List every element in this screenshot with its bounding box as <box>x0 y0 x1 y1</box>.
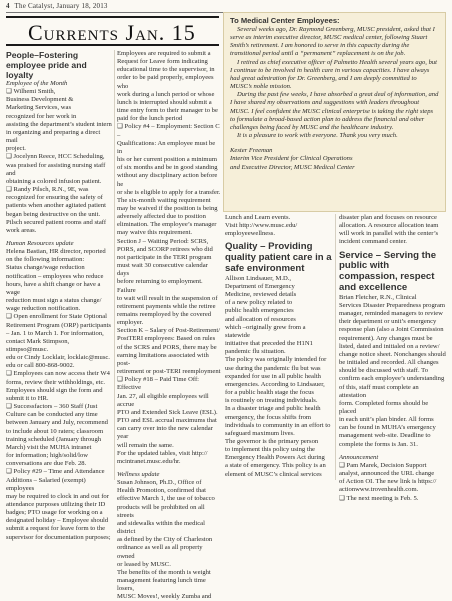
text-line: Services Disaster Preparedness program <box>339 301 446 309</box>
text-line: Request for Leave form indicating <box>117 58 208 66</box>
quality-continuation <box>339 214 447 247</box>
text-line: Allison Lindsauer, M.D., <box>225 274 292 282</box>
text-line: ❑ Pam Marek, Decision Support <box>339 461 427 469</box>
text-line: or she is eligible to apply for a transfer. <box>117 188 221 196</box>
text-line: of a new policy related to <box>225 299 293 307</box>
text-line: ❑ Jocelynn Reece, HCC Scheduling, <box>6 153 105 161</box>
text-line: reduction must sign a status change/ <box>6 297 102 305</box>
text-line: Pilsch secured patient rooms and staff <box>6 218 107 226</box>
text-line: employer. <box>117 319 144 327</box>
text-line: attendance purposes utilizing their ID <box>6 500 106 508</box>
text-line: educational time to the supervisor, in <box>117 66 215 74</box>
text-line: project. <box>6 145 26 153</box>
text-line: should be discussed with staff. To <box>339 367 429 375</box>
text-line: Employees are required to submit a <box>117 50 211 57</box>
text-line: PORS, and SCORP retirees who did <box>117 245 213 253</box>
text-line: will remain the same. <box>117 441 174 449</box>
text-line: conversations are due Feb. 28. <box>6 460 87 468</box>
text-line: incident command center. <box>339 238 407 246</box>
text-line: or leased by MUSC. <box>117 560 171 568</box>
text-line: The benefits of the month is weight <box>117 568 211 576</box>
text-line: order to be paid properly, employees who <box>117 74 214 90</box>
text-line: Business Development & <box>6 96 74 104</box>
text-line: use during the pandemic flu but was <box>225 364 321 372</box>
text-line: emergency, the focus shifts from <box>225 413 312 421</box>
text-line: recognized for her work in <box>6 112 77 120</box>
text-line: hours, have a shift change or have a wage <box>6 280 101 296</box>
text-line: and allocation of resources <box>225 315 296 323</box>
text-line: supervisor for documentation purposes; <box>6 533 111 541</box>
text-line: be initialed and recorded. All changes <box>339 359 439 367</box>
text-line: Department of Emergency <box>225 283 295 291</box>
text-line: employeewellness. <box>225 230 275 238</box>
text-line: their department or unit’s emergency <box>339 318 437 326</box>
text-line: Visit http://www.musc.edu/ <box>225 222 298 230</box>
text-line: PTO and ESL accrual maximums that <box>117 417 217 425</box>
text-line: safeguard maximum lives. <box>225 429 295 437</box>
banner-title: Currents Jan. 15 <box>28 20 196 45</box>
text-line: Emergency Health Powers Act during <box>225 454 325 462</box>
text-line: ❑ Successfactors – 360 Staff (Just <box>6 403 98 411</box>
text-line: can carry over into the new calendar year <box>117 425 213 441</box>
text-line: ❑ Policy #18 – Paid Time Off: Effective <box>117 376 199 392</box>
text-line: Helena Bastian, HR director, reported <box>6 248 106 256</box>
wellness-continuation <box>225 214 332 238</box>
people-body <box>6 80 112 542</box>
text-line: for information; high/solid/low <box>6 452 89 460</box>
text-line: Susan Johnson, Ph.D., Office of <box>117 479 202 487</box>
text-line: allocation. A resource allocation team <box>339 222 439 230</box>
text-line: Human Resources update <box>6 239 74 247</box>
text-line: in each unit’s plan binder. All forms <box>339 416 434 424</box>
text-line: elimination. The employee’s manager <box>117 221 217 229</box>
text-line: products will be prohibited on all streets <box>117 503 205 519</box>
people-heading: People–Fostering employee pride and loyalty <box>6 50 87 80</box>
letter-paragraph: Several weeks ago, Dr. Raymond Greenberg, MUSC president, asked that I serve as interim executive director, MUSC medical center, following Stuart Smith’s retirement. I am honored to serve in this capacity during the transitional period until a “permanent” replacement is on the job. <box>230 26 435 58</box>
text-line: without any disciplinary action before he <box>117 172 218 188</box>
text-line: initiative that preceded the H1N1 <box>225 340 313 348</box>
text-line: retirement payments while the retiree <box>117 302 216 310</box>
letter-signature-title: and Executive Director, MUSC Medical Center <box>230 163 355 171</box>
text-line: to wait will result in the suspension of <box>117 294 218 302</box>
text-line: response plan (also a Joint Commission <box>339 326 444 334</box>
text-line: public health emergencies <box>225 307 294 315</box>
text-line: The governor is the primary person <box>225 437 319 445</box>
text-line: form. Completed forms should be placed <box>339 399 429 415</box>
text-line: confirm each employee’s understanding <box>339 375 445 383</box>
text-line: In a disaster triage and public health <box>225 405 321 413</box>
text-line: complete the forms is Jan. 31. <box>339 440 418 448</box>
text-line: of this, staff must complete an attestation <box>339 383 419 399</box>
text-line: to implement this policy using the <box>225 446 315 454</box>
text-line: ❑ The next meeting is Feb. 5. <box>339 494 419 502</box>
text-line: between January and July, recommend <box>6 419 108 427</box>
text-line: PostTERI employees: Based on rules <box>117 335 216 343</box>
text-line: submit a request for leave form to the <box>6 525 106 533</box>
text-line: designated holiday – Employee should <box>6 517 109 525</box>
text-line: earning limitations associated with post- <box>117 351 209 367</box>
text-line: disaster plan and focuses on resource <box>339 214 437 221</box>
policies-body <box>117 50 221 601</box>
text-line: requirement). Any changes must be <box>339 334 433 342</box>
publication-date: The Catalyst, January 18, 2013 <box>14 2 108 10</box>
text-line: ❑ Randy Pilsch, R.N., 9E, was <box>6 186 89 194</box>
text-line: edu or call 800-868-9002. <box>6 362 75 370</box>
text-line: effective March 1, the use of tobacco <box>117 495 215 503</box>
text-line: Brian Fletcher, R.N., Clinical <box>339 293 417 301</box>
text-line: Marketing Services, was <box>6 104 72 112</box>
text-line: actionwww.trovenhealth.com. <box>339 486 419 494</box>
text-line: Jan. 27, all eligible employees will accrue <box>117 392 209 408</box>
text-line: paid for the lunch period <box>117 115 183 123</box>
letter-title: To Medical Center Employees: <box>230 16 340 25</box>
text-line: Health Promotion, confirmed that <box>117 487 206 495</box>
text-line: analyst, announced the URL change <box>339 470 435 478</box>
text-line: Announcement <box>339 453 379 461</box>
column-divider <box>114 50 115 480</box>
column-divider <box>335 214 336 480</box>
text-line: for a public health stage the focus <box>225 389 314 397</box>
service-heading: Service – Serving the public with compassion, respect and excellence <box>339 249 437 294</box>
column-people <box>6 50 112 541</box>
page-number: 4 <box>6 2 10 10</box>
text-line: management web-site. Deadline to <box>339 432 431 440</box>
text-line: to include about 10 raters; classroom <box>6 427 104 435</box>
text-line: work areas. <box>6 226 37 234</box>
text-line: Section J – Waiting Period: SCRS, <box>117 237 209 245</box>
text-line: edu or Cindy Locklair, locklaic@musc. <box>6 354 110 362</box>
text-line: submit it to HR. <box>6 394 49 402</box>
text-line: management featuring lunch time losers, <box>117 577 206 593</box>
text-line: patients when another agitated patient <box>6 202 106 210</box>
text-line: recognized for ensuring the safety of <box>6 194 103 202</box>
text-line: ❑ Policy #29 – Time and Attendance <box>6 468 105 476</box>
text-line: time entry form to their manager to be <box>117 107 218 115</box>
service-body <box>339 294 447 503</box>
text-line: a state of emergency. This policy is an <box>225 462 326 470</box>
running-header <box>6 2 108 10</box>
text-line: will work in parallel with the center’s <box>339 230 439 238</box>
quality-heading: Quality – Providing quality patient care in a safe environment <box>225 241 332 275</box>
text-line: listed, dated and initialed on a review/ <box>339 342 440 350</box>
text-line: Medicine, reviewed details <box>225 291 297 299</box>
text-line: Status change/wage reduction <box>6 264 85 272</box>
text-line: ordinance as well as all property owned <box>117 544 203 560</box>
text-line: may be required to clock in and out for <box>6 492 109 500</box>
text-line: MUSC Moves!, weekly Zumba and <box>117 593 212 601</box>
text-line: and sidewalks within the medical district <box>117 519 205 536</box>
text-line: lunch is interrupted should submit a <box>117 98 212 106</box>
column-quality <box>225 214 332 480</box>
text-line: of six months and be in good standing <box>117 164 218 172</box>
text-line: can be found in MUHA’s emergency <box>339 424 436 432</box>
text-line: his or her current position a minimum <box>117 156 217 164</box>
text-line: of Action OI. The new link is https:// <box>339 478 437 486</box>
text-line: retirement or post-TERI reemployment <box>117 368 221 376</box>
text-line: not participate in the TERI program <box>117 253 212 261</box>
text-line: work during a lunch period or whose <box>117 90 215 98</box>
text-line: ❑ Open enrollment for State Optional <box>6 313 107 321</box>
column-service <box>339 214 447 502</box>
text-line: which –originally grew from a statewide <box>225 323 306 339</box>
letter-box <box>223 12 446 212</box>
text-line: on the following information: <box>6 256 85 264</box>
text-line: forms, review their withholdings, etc. <box>6 378 106 386</box>
text-line: change notice sheet. Nonchanges should <box>339 350 446 358</box>
text-line: Culture can be conducted any time <box>6 411 98 419</box>
text-line: wage reduction notification. <box>6 305 81 313</box>
text-line: Lunch and Learn events. <box>225 214 291 221</box>
text-line: ❑ Policy #4 – Employment: Section C – <box>117 123 220 139</box>
text-line: Qualifications: An employee must be in <box>117 139 216 155</box>
text-line: March) visit the MUHA intranet <box>6 443 92 451</box>
text-line: adversely affected due to position <box>117 213 206 221</box>
text-line: before returning to employment. Failure <box>117 278 203 294</box>
text-line: in organizing and preparing a direct mail <box>6 128 101 145</box>
text-line: badges; PTO usage for working on a <box>6 509 103 517</box>
text-line: training scheduled (January through <box>6 435 102 443</box>
text-line: The policy was originally intended for <box>225 356 327 364</box>
text-line: individuals to community in an effort to <box>225 421 331 429</box>
letter-signature-title: Interim Vice President for Clinical Operations <box>230 155 353 163</box>
text-line: contact Mark Stimpson, stimpso@musc. <box>6 337 70 353</box>
text-line: as defined by the City of Charleston <box>117 536 213 544</box>
text-line: Employees should sign the form and <box>6 386 103 394</box>
text-line: – Jan. 1 to March 1. For information, <box>6 329 104 337</box>
text-line: began being destructive on the unit. <box>6 210 101 218</box>
letter-paragraph: It is a pleasure to work with everyone. Thank you very much. <box>237 132 398 140</box>
text-line: Employee of the Month <box>6 80 68 87</box>
text-line: The six-month waiting requirement <box>117 196 211 204</box>
letter-paragraph: During the past few weeks, I have absorbed a great deal of information, and I have shared my observations and suggestions with leaders throughout MUSC. I feel confident the MUSC clinical enterprise is taking the right steps to formulate a broad-based action plan to address the financial and other challenges being faced by MUSC and the healthcare industry. <box>230 91 439 131</box>
text-line: ❑ Wilhemi Smith, <box>6 88 56 96</box>
letter-signature-name: Kester Freeman <box>230 147 273 155</box>
text-line: Additions – Salaried (exempt) employees <box>6 476 86 492</box>
text-line: Wellness update <box>117 470 160 478</box>
text-line: PTO and Extended Sick Leave (ESL). <box>117 408 218 416</box>
text-line: manager, reminded managers to review <box>339 310 443 318</box>
text-line: ❑ Employees can now access their W4 <box>6 370 110 378</box>
text-line: is routinely on treating individuals. <box>225 397 318 405</box>
section-banner <box>6 16 219 46</box>
text-line: was praised for assisting nursing staff and <box>6 161 106 177</box>
text-line: Retirement Program (ORP) participants <box>6 321 111 329</box>
text-line: assisting the department’s student intern <box>6 120 112 128</box>
text-line: may waive this requirement. <box>117 229 193 237</box>
letter-paragraph: I retired as chief executive officer of Palmetto Health several years ago, but I continue to be involved in health care in various capacities. I have always had great admiration for Dr. Greenberg, and I am deeply committed to MUSC’s noble mission. <box>230 58 438 91</box>
quality-body <box>225 275 332 479</box>
text-line: mcintranet.musc.edu/hr. <box>117 457 181 465</box>
text-line: element of MUSC’s clinical services <box>225 470 322 478</box>
text-line: emergencies. According to Lindsauer, <box>225 380 325 388</box>
text-line: pandemic flu situation. <box>225 348 286 356</box>
text-line: must wait 30 consecutive calendar days <box>117 262 208 278</box>
text-line: of the SCRS and PORS, there may be <box>117 343 217 351</box>
text-line: notification – employees who reduce <box>6 272 104 280</box>
text-line: obtaining a colored infusion patient. <box>6 177 102 185</box>
text-line: For the updated tables, visit http:// <box>117 449 208 457</box>
text-line: may be waived if the position is being <box>117 204 218 212</box>
text-line: expanded for use in all public health <box>225 372 321 380</box>
text-line: Section K – Salary of Post-Retirement/ <box>117 327 221 335</box>
text-line: remains reemployed by the covered <box>117 311 212 318</box>
column-policies <box>117 50 221 601</box>
